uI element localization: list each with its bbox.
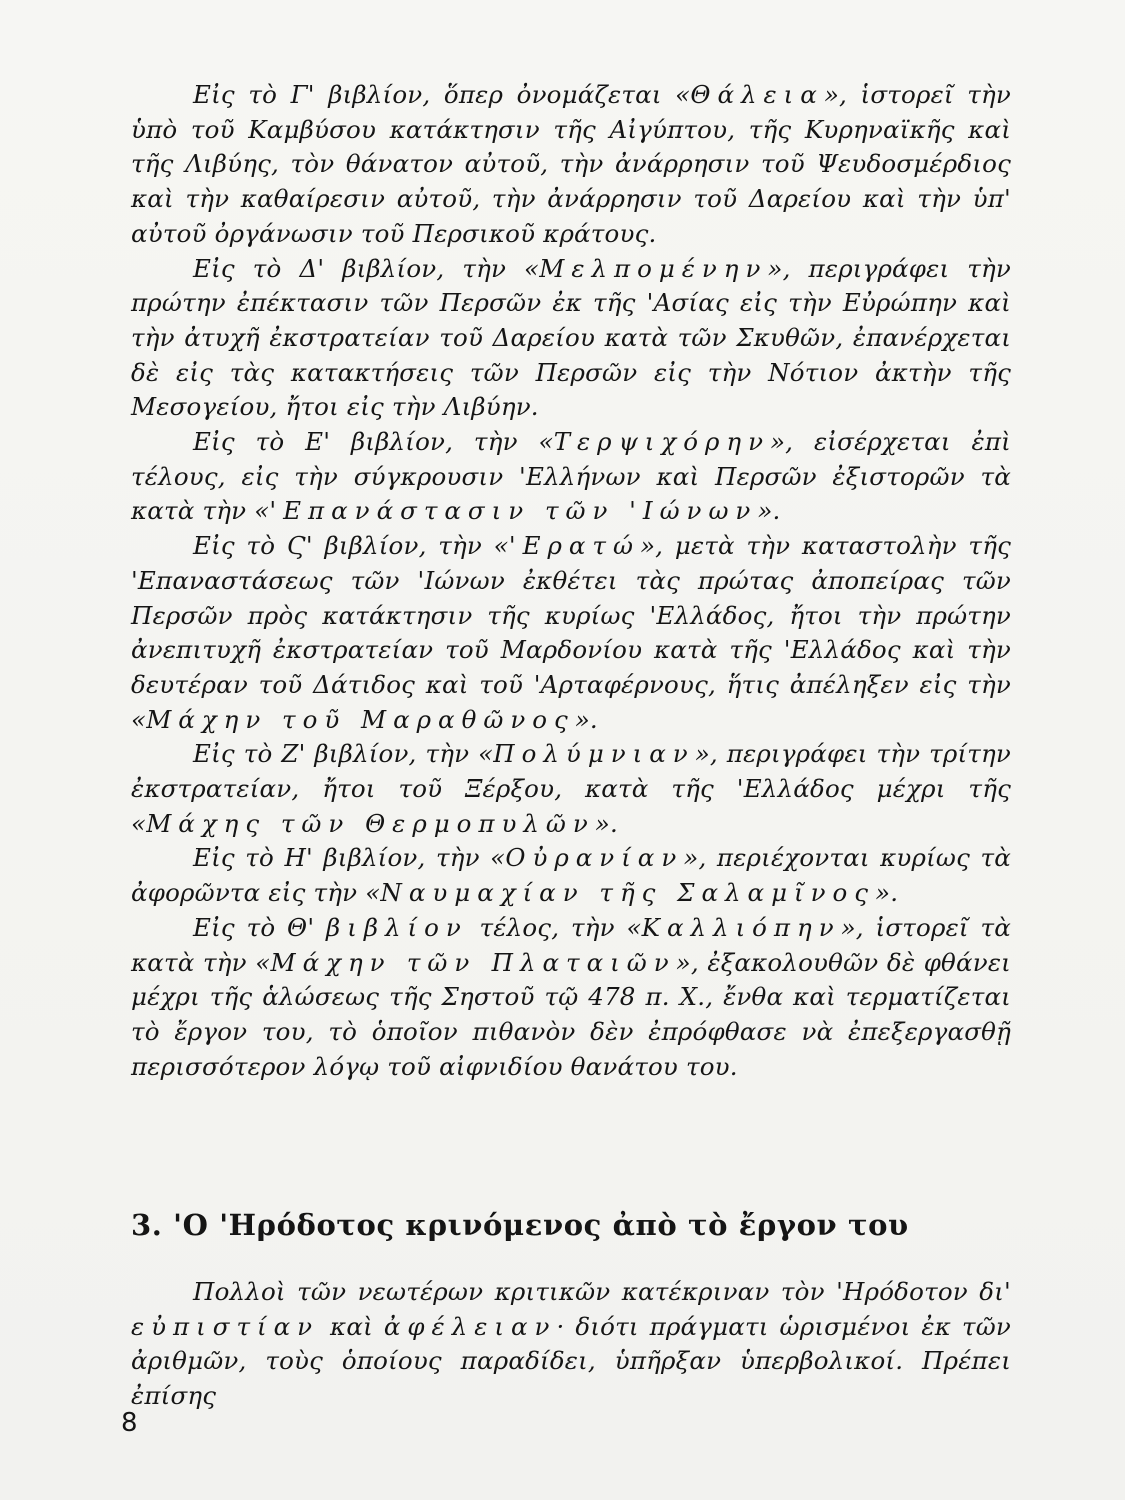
paragraph-book-7: Εἰς τὸ Ζ' βιβλίον, τὴν «Πολύμνιαν», περιγράφει τὴν τρίτην ἐκστρατείαν, ἤτοι τοῦ Ξέρξου, κατὰ τῆς 'Ελλάδος μέχρι τῆς «Μάχης τῶν Θερμοπυλῶν». (131, 739, 1011, 838)
paragraph-book-3: Εἰς τὸ Γ' βιβλίον, ὅπερ ὀνομάζεται «Θάλεια», ἱστορεῖ τὴν ὑπὸ τοῦ Καμβύσου κατάκτησιν τῆς Αἰγύπτου, τῆς Κυρηναϊκῆς καὶ τῆς Λιβύης, τὸν θάνατον αὐτοῦ, τὴν ἀνάρρησιν τοῦ Ψευδοσμέρδιος καὶ τὴν καθαίρεσιν αὐτοῦ, τὴν ἀνάρρησιν τοῦ Δαρείου καὶ τὴν ὑπ' αὐτοῦ ὀργάνωσιν τοῦ Περσικοῦ κράτους. (131, 80, 1011, 248)
body-text (131, 78, 1011, 1084)
paragraph-book-8: Εἰς τὸ Η' βιβλίον, τὴν «Οὐρανίαν», περιέχονται κυρίως τὰ ἀφορῶντα εἰς τὴν «Ναυμαχίαν τῆς Σαλαμῖνος». (131, 843, 1011, 908)
section-body-text (131, 1275, 1011, 1414)
paragraph-book-9: Εἰς τὸ Θ' βιβλίον τέλος, τὴν «Καλλιόπην», ἱστορεῖ τὰ κατὰ τὴν «Μάχην τῶν Πλαταιῶν», ἐξακολουθῶν δὲ φθάνει μέχρι τῆς ἁλώσεως τῆς Σηστοῦ τῷ 478 π. Χ., ἔνθα καὶ τερματίζεται τὸ ἔργον του, τὸ ὁποῖον πιθανὸν δὲν ἐπρόφθασε νὰ ἐπεξεργασθῇ περισσότερον λόγῳ τοῦ αἰφνιδίου θανάτου του. (131, 912, 1012, 1081)
paragraph-book-4: Εἰς τὸ Δ' βιβλίον, τὴν «Μελπομένην», περιγράφει τὴν πρώτην ἐπέκτασιν τῶν Περσῶν ἐκ τῆς 'Ασίας εἰς τὴν Εὐρώπην καὶ τὴν ἀτυχῆ ἐκστρατείαν τοῦ Δαρείου κατὰ τῶν Σκυθῶν, ἐπανέρχεται δὲ εἰς τὰς κατακτήσεις τῶν Περσῶν εἰς τὴν Νότιον ἀκτὴν τῆς Μεσογείου, ἤτοι εἰς τὴν Λιβύην. (131, 253, 1011, 422)
paragraph-critics: Πολλοὶ τῶν νεωτέρων κριτικῶν κατέκριναν τὸν 'Ηρόδοτον δι' εὐπιστίαν καὶ ἀφέλειαν· διότι πράγματι ὡρισμένοι ἐκ τῶν ἀριθμῶν, τοὺς ὁποίους παραδίδει, ὑπῆρξαν ὑπερβολικοί. Πρέπει ἐπίσης (131, 1277, 1011, 1411)
paragraph-book-5: Εἰς τὸ Ε' βιβλίον, τὴν «Τερψιχόρην», εἰσέρχεται ἐπὶ τέλους, εἰς τὴν σύγκρουσιν 'Ελλήνων καὶ Περσῶν ἐξιστορῶν τὰ κατὰ τὴν «'Επανάστασιν τῶν 'Ιώνων». (131, 427, 1011, 526)
section-heading: 3. 'Ο 'Ηρόδοτος κρινόμενος ἀπὸ τὸ ἔργον του (131, 1208, 909, 1242)
page-number: 8 (121, 1408, 138, 1438)
paragraph-book-6: Εἰς τὸ Ϛ' βιβλίον, τὴν «'Ερατώ», μετὰ τὴν καταστολὴν τῆς 'Επαναστάσεως τῶν 'Ιώνων ἐκθέτει τὰς πρώτας ἀποπείρας τῶν Περσῶν πρὸς κατάκτησιν τῆς κυρίως 'Ελλάδος, ἤτοι τὴν πρώτην ἀνεπιτυχῆ ἐκστρατείαν τοῦ Μαρδονίου κατὰ τῆς 'Ελλάδος καὶ τὴν δευτέραν τοῦ Δάτιδος καὶ τοῦ 'Αρταφέρνους, ἥτις ἀπέληξεν εἰς τὴν «Μάχην τοῦ Μαραθῶνος». (131, 531, 1011, 734)
